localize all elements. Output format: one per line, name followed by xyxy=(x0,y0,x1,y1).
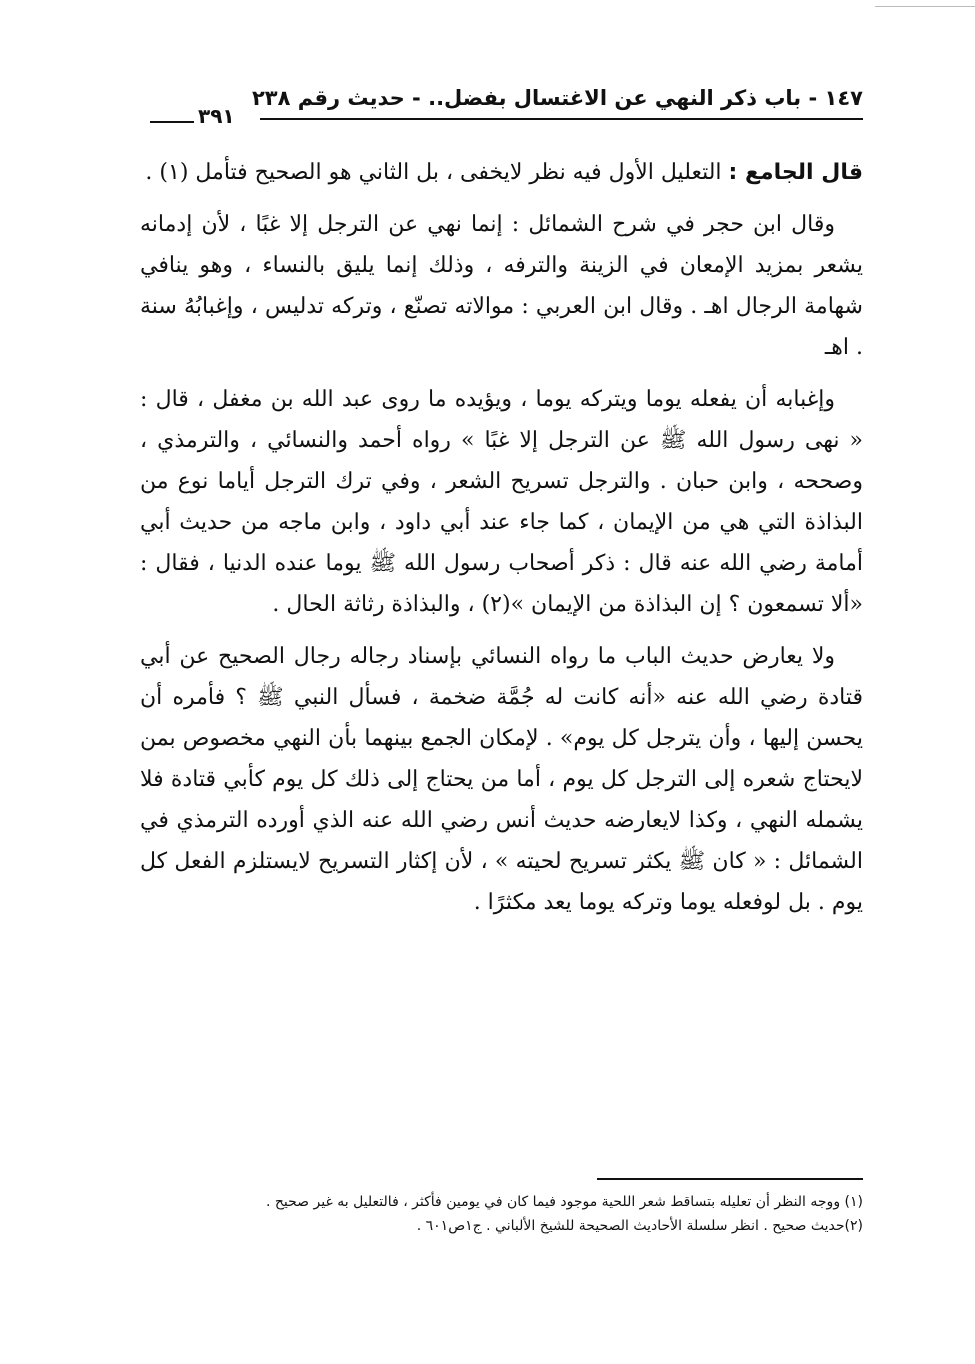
footnote-2: (٢)حديث صحيح . انظر سلسلة الأحاديث الصحيحة للشيخ الألباني . ج١ص٦٠١ . xyxy=(416,1218,863,1234)
page-number-block xyxy=(140,104,260,132)
main-text xyxy=(140,152,863,934)
paragraph-1 xyxy=(140,152,863,193)
page-number: ٣٩١ xyxy=(198,104,235,128)
footnotes xyxy=(140,1190,863,1238)
paragraph-text: وقال ابن حجر في شرح الشمائل : إنما نهي عن الترجل إلا غبًا ، لأن إدمانه يشعر بمزيد الإمعان في الزينة والترفه ، وذلك إنما يليق بالنساء ، وهو ينافي شهامة الرجال اهـ . وقال ابن العربي : موالاته تصنّع ، وتركه تدليس ، وإغبابُهُ سنة . اهـ xyxy=(140,212,863,360)
header-rule xyxy=(260,118,863,120)
paragraph-2 xyxy=(140,204,863,368)
paragraph-lead: قال الجامع : xyxy=(728,160,863,185)
footnote-1: (١) ووجه النظر أن تعليله بتساقط شعر اللحية موجود فيما كان في يومين فأكثر ، فالتعليل به غير صحيح . xyxy=(265,1194,863,1210)
page-number-dash xyxy=(150,121,194,123)
paragraph-3 xyxy=(140,379,863,625)
paragraph-text: وإغبابه أن يفعله يوما ويتركه يوما ، ويؤيده ما روى عبد الله بن مغفل ، قال : « نهى رسول الله ﷺ عن الترجل إلا غبًا » رواه أحمد والنسائي ، والترمذي ، وصححه ، وابن حبان . والترجل تسريح الشعر ، وفي ترك الترجل أياما نوع من البذاذة التي هي من الإيمان ، كما جاء عند أبي داود ، وابن ماجه من حديث أبي أمامة رضي الله عنه قال : ذكر أصحاب رسول الله ﷺ يوما عنده الدنيا ، فقال : «ألا تسمعون ؟ إن البذاذة من الإيمان »(٢) ، والبذاذة رثاثة الحال . xyxy=(140,387,863,617)
footnote-separator xyxy=(597,1178,863,1180)
header-title: ١٤٧ - باب ذكر النهي عن الاغتسال بفضل.. - حديث رقم ٢٣٨ xyxy=(251,86,863,110)
running-header xyxy=(140,82,863,132)
scan-corner-line xyxy=(875,6,975,7)
paragraph-4 xyxy=(140,636,863,923)
paragraph-text: التعليل الأول فيه نظر لايخفى ، بل الثاني هو الصحيح فتأمل (١) . xyxy=(145,160,722,185)
paragraph-text: ولا يعارض حديث الباب ما رواه النسائي بإسناد رجاله رجال الصحيح عن أبي قتادة رضي الله عنه «أنه كانت له جُمَّة ضخمة ، فسأل النبي ﷺ ؟ فأمره أن يحسن إليها ، وأن يترجل كل يوم» . لإمكان الجمع بينهما بأن النهي مخصوص بمن لايحتاج شعره إلى الترجل كل يوم ، أما من يحتاج إلى ذلك كل يوم كأبي قتادة فلا يشمله النهي ، وكذا لايعارضه حديث أنس رضي الله عنه الذي أورده الترمذي في الشمائل : « كان ﷺ يكثر تسريح لحيته » ، لأن إكثار التسريح لايستلزم الفعل كل يوم . بل لوفعله يوما وتركه يوما يعد مكثرًا . xyxy=(140,644,863,915)
